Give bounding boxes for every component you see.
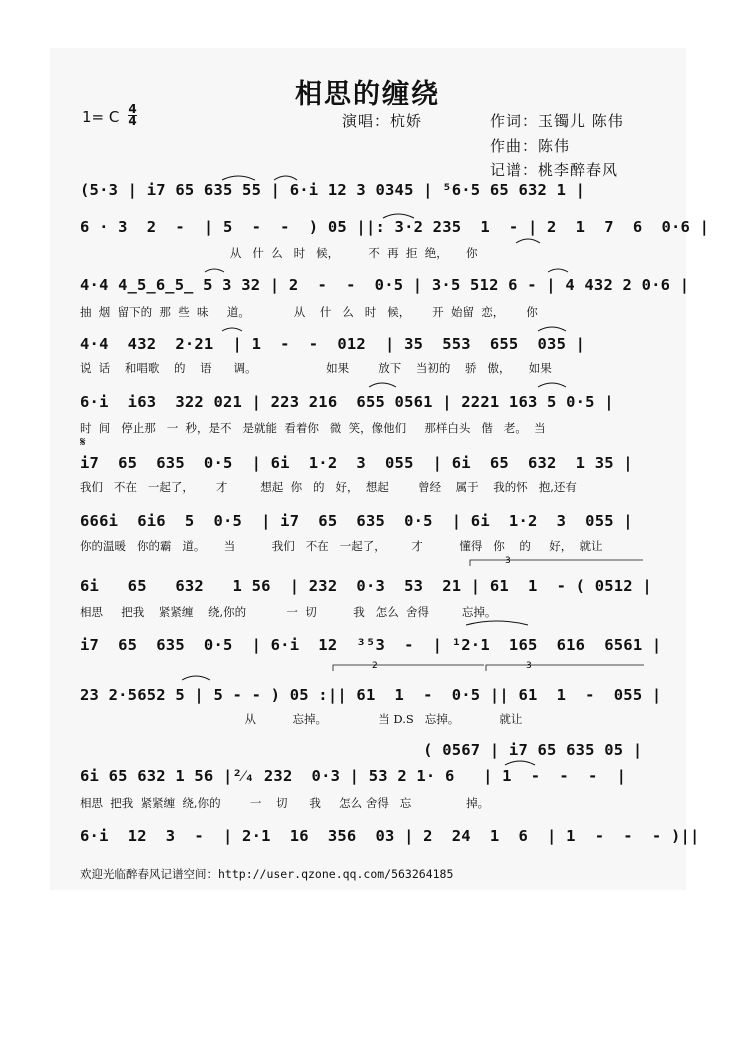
lyric-row-8: 相思 把我 紧紧缠 绕,你的 一 切 我 怎么 舍得 忘掉。 xyxy=(80,605,497,619)
lyric-row-5: 时 间 停止那 一 秒，是不 是就能 看着你 微 笑，像他们 那样白头 偕 老。 当 xyxy=(80,421,546,435)
time-signature xyxy=(128,104,137,127)
notation-row-11: ( 0567 | i7 65 635 05 | xyxy=(80,741,643,759)
notation-row-12: 6i 65 632 1 56 |²⁄₄ 232 0·3 | 53 2 1· 6 | 1 - - - | xyxy=(80,767,627,785)
notation-row-1: (5·3 | i7 65 635 55 | 6·i 12 3 0345 | ⁵6·5 65 632 1 | xyxy=(80,181,586,199)
singer-credit: 演唱：杭娇 xyxy=(342,112,423,130)
notation-row-6: i7 65 635 0·5 | 6i 1·2 3 055 | 6i 65 632 1 35 | xyxy=(80,454,633,472)
notation-row-13: 6·i 12 3 - | 2·1 16 356 03 | 2 24 1 6 | 1 - - - )|| xyxy=(80,827,700,845)
notation-row-9: i7 65 635 0·5 | 6·i 12 ³⁵3 - | ¹2·1 165 616 6561 | xyxy=(80,636,662,654)
notation-row-5: 6·i i63 322 021 | 223 216 655 0561 | 2221 163 5 0·5 | xyxy=(80,393,614,411)
lyric-row-10: 从 忘掉。 当 D.S 忘掉。 就让 xyxy=(80,712,523,726)
notation-row-7: 666i 6i6 5 0·5 | i7 65 635 0·5 | 6i 1·2 3 055 | xyxy=(80,512,633,530)
segno-sign: 𝄋 xyxy=(80,435,86,450)
lyric-row-7: 你的温暖 你的霸 道。 当 我们 不在 一起了， 才 懂得 你 的 好， 就让 xyxy=(80,539,603,553)
notation-row-8: 6i 65 632 1 56 | 232 0·3 53 21 | 61 1 - ( 0512 | xyxy=(80,577,652,595)
lyric-row-6: 我们 不在 一起了， 才 想起 你 的 好， 想起 曾经 属于 我的怀 抱,还有 xyxy=(80,480,577,494)
time-top: 4 xyxy=(128,102,137,116)
notation-row-2: 6 · 3 2 - | 5 - - ) 05 ||: 3·2 235 1 - | 2 1 7 6 0·6 | xyxy=(80,218,710,236)
song-title: 相思的缠绕 xyxy=(295,79,440,110)
footer-note: 欢迎光临醉春风记谱空间：http://user.qzone.qq.com/563264185 xyxy=(80,867,454,881)
lyric-row-12: 相思 把我 紧紧缠 绕,你的 一 切 我 怎么 舍得 忘 掉。 xyxy=(80,796,490,810)
notation-row-10: 23 2·5652 5 | 5 - - ) 05 :|| 61 1 - 0·5 || 61 1 - 055 | xyxy=(80,686,662,704)
transcriber-credit: 记谱：桃李醉春风 xyxy=(490,161,619,179)
notation-row-3: 4·4 4̲5̲6̲5̲ 5 3 32 | 2 - - 0·5 | 3·5 512 6 - | 4 432 2 0·6 | xyxy=(80,276,690,294)
volta-2-label: 3 xyxy=(526,661,532,671)
lyric-row-2: 从 什 么 时 候， 不 再 拒 绝， 你 xyxy=(80,246,478,260)
key-signature: 1= C xyxy=(82,108,120,126)
notation-row-4: 4·4 432 2·21 | 1 - - 012 | 35 553 655 035 | xyxy=(80,335,586,353)
composer-credit: 作曲：陈伟 xyxy=(490,137,571,155)
lyric-row-4: 说 话 和唱歌 的 语 调。 如果 放下 当初的 骄 傲， 如果 xyxy=(80,361,552,375)
volta-1-label: 2 xyxy=(372,661,378,671)
triplet-label: 3 xyxy=(505,556,511,566)
lyricist-credit: 作词：玉镯儿 陈伟 xyxy=(490,112,624,130)
lyric-row-3: 抽 烟 留下的 那 些 味 道。 从 什 么 时 候， 开 始留 恋， 你 xyxy=(80,305,538,319)
time-bottom: 4 xyxy=(128,114,137,128)
